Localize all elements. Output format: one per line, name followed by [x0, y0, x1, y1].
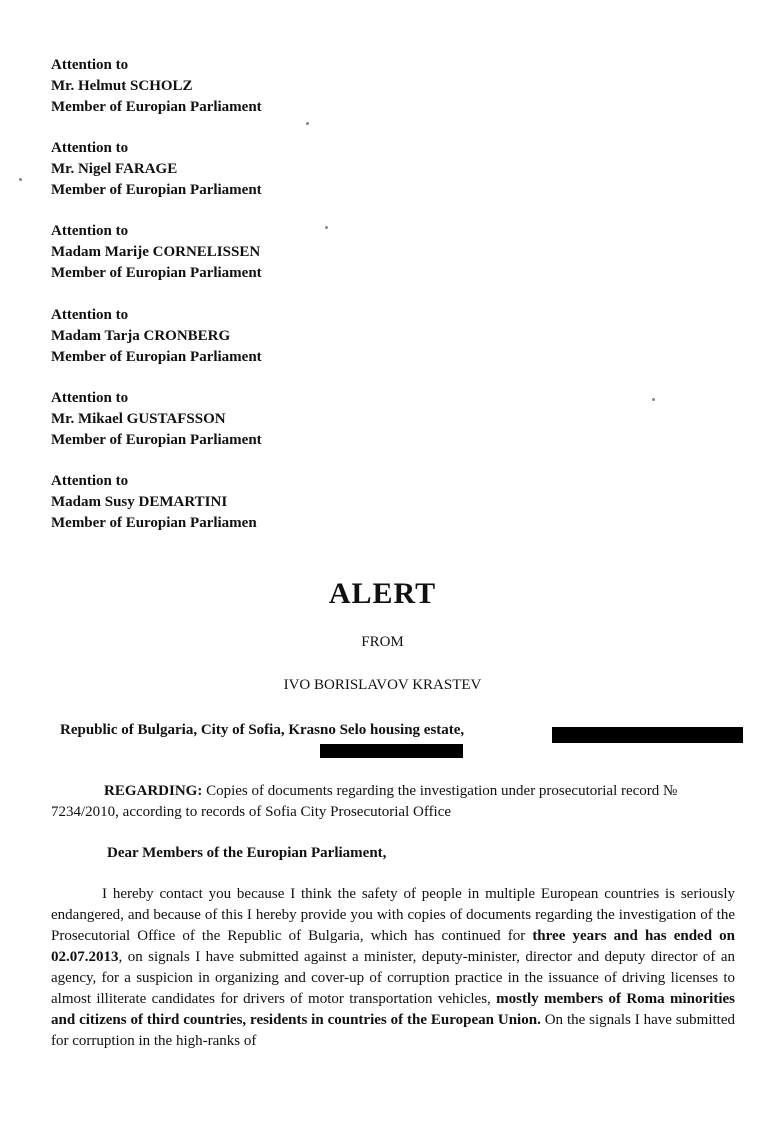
body-text: On the signals I have submitted for corruption in the high-ranks of: [51, 1012, 736, 1049]
addressee-role: Member of Europian Parliament: [51, 432, 262, 448]
addressee-name: Mr. Mikael GUSTAFSSON: [51, 411, 226, 427]
regarding-text: Copies of documents regarding the investigation under prosecutorial record № 7234/2010, according to records of Sofia City Prosecutorial Office: [51, 783, 678, 820]
body-text: , on signals I have submitted against a minister, deputy-minister, director and deputy director of an agency, for a suspicion in organizing and cover-up of corruption practice in the issuance of driving licenses to almost illiterate candidates for drivers of motor transportation vehicles,: [51, 949, 735, 1007]
sender-address: Republic of Bulgaria, City of Sofia, Krasno Selo housing estate,: [60, 722, 465, 738]
scan-speck: [325, 226, 328, 229]
body-paragraph: [51, 884, 735, 1052]
document-title: ALERT: [328, 577, 437, 610]
from-label: FROM: [361, 634, 404, 650]
attention-label: Attention to: [51, 223, 129, 239]
addressee-block: [51, 55, 262, 118]
addressee-role: Member of Europian Parliamen: [51, 515, 257, 531]
addressee-block: [51, 305, 262, 368]
scan-speck: [306, 122, 309, 125]
attention-label: Attention to: [51, 307, 129, 323]
addressee-block: [51, 388, 262, 451]
body-emphasis: three years and has ended on 02.07.2013: [51, 928, 735, 965]
addressee-block: [51, 138, 262, 201]
redaction-bar: [320, 744, 463, 758]
addressee-name: Madam Tarja CRONBERG: [51, 328, 231, 344]
redaction-bar: [552, 727, 743, 743]
salutation: Dear Members of the Europian Parliament,: [107, 845, 387, 861]
addressee-name: Mr. Helmut SCHOLZ: [51, 78, 193, 94]
addressee-block: [51, 471, 257, 534]
scan-speck: [19, 178, 22, 181]
author-name: IVO BORISLAVOV KRASTEV: [283, 677, 482, 693]
attention-label: Attention to: [51, 57, 129, 73]
addressee-role: Member of Europian Parliament: [51, 182, 262, 198]
scan-speck: [652, 398, 655, 401]
regarding-label: REGARDING:: [104, 783, 203, 799]
body-text: I hereby contact you because I think the safety of people in multiple European countries is seriously endangered, and because of this I hereby provide you with copies of documents regarding the investigation of the Prosecutorial Office of the Republic of Bulgaria, which has continued for: [51, 886, 735, 944]
addressee-name: Madam Marije CORNELISSEN: [51, 244, 261, 260]
addressee-name: Mr. Nigel FARAGE: [51, 161, 178, 177]
addressee-role: Member of Europian Parliament: [51, 99, 262, 115]
addressee-role: Member of Europian Parliament: [51, 349, 262, 365]
attention-label: Attention to: [51, 390, 129, 406]
body-emphasis: mostly members of Roma minorities and citizens of third countries, residents in countries of the European Union.: [51, 991, 736, 1028]
addressee-role: Member of Europian Parliament: [51, 265, 262, 281]
attention-label: Attention to: [51, 473, 129, 489]
addressee-name: Madam Susy DEMARTINI: [51, 494, 228, 510]
regarding-paragraph: [51, 781, 721, 823]
addressee-block: [51, 221, 262, 284]
attention-label: Attention to: [51, 140, 129, 156]
